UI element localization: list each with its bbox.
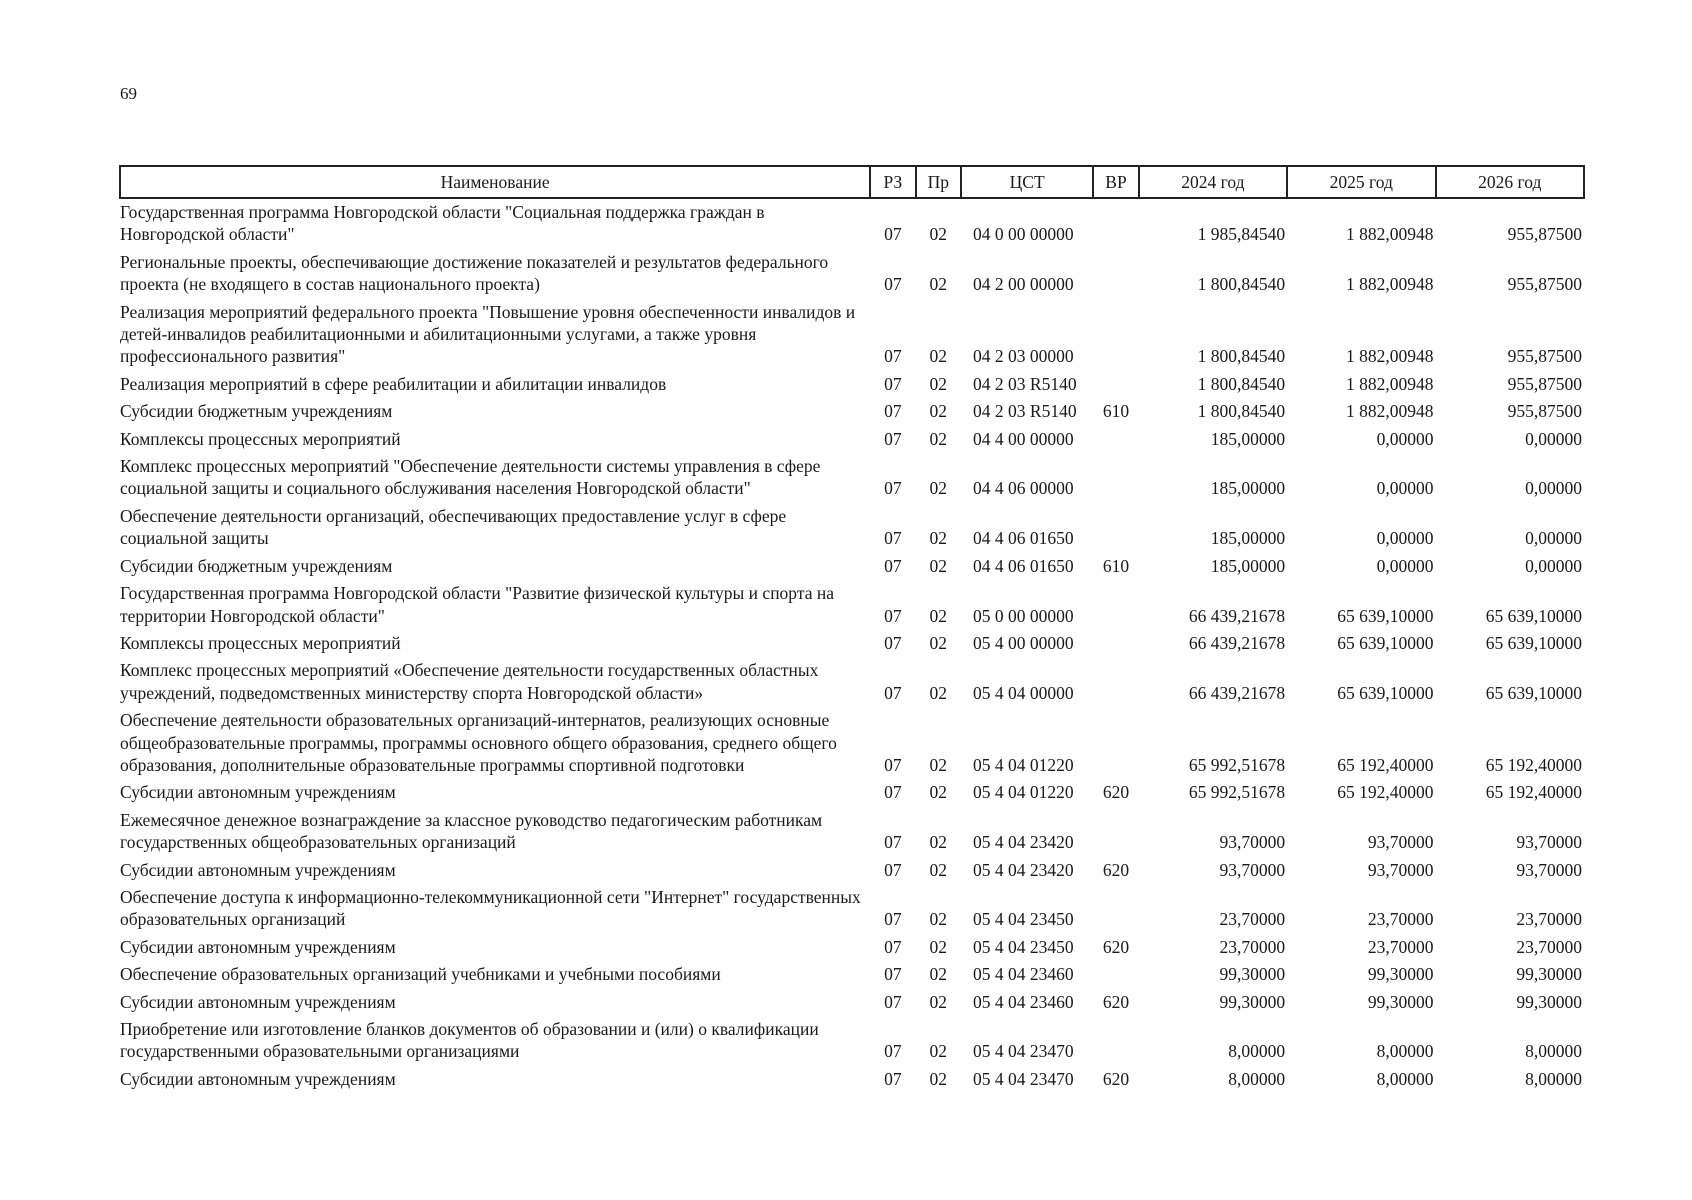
cell-name: Субсидии автономным учреждениям xyxy=(120,1068,396,1089)
cell-vr xyxy=(1093,886,1138,936)
cell-name: Реализация мероприятий федерального проекта "Повышение уровня обеспеченности инвалидов и детей-инвалидов реабилитационными и абилитационными услугами, а также уровня профессионального развития" xyxy=(120,301,856,367)
cell-cst: 04 4 06 01650 xyxy=(973,528,1074,549)
cell-2024: 66 439,21678 xyxy=(1188,682,1286,703)
table-row xyxy=(120,400,1584,427)
cell-2025: 99,30000 xyxy=(1367,964,1434,985)
cell-rz: 07 xyxy=(884,1041,902,1062)
cell-2025: 65 192,40000 xyxy=(1337,754,1434,775)
cell-2024: 8,00000 xyxy=(1228,1041,1286,1062)
table-header xyxy=(120,166,1584,198)
table-row xyxy=(120,1068,1584,1095)
cell-2025: 1 882,00948 xyxy=(1346,346,1434,367)
cell-cst: 04 2 00 00000 xyxy=(973,274,1074,295)
cell-2026: 955,87500 xyxy=(1507,401,1582,422)
cell-2025: 65 192,40000 xyxy=(1337,782,1434,803)
header-vr: ВР xyxy=(1093,166,1138,198)
cell-vr xyxy=(1093,455,1138,505)
cell-pr: 02 xyxy=(929,605,948,626)
cell-name: Региональные проекты, обеспечивающие достижение показателей и результатов федерального проекта (не входящего в состав национального проекта) xyxy=(120,251,829,295)
cell-pr: 02 xyxy=(929,909,948,930)
table-row xyxy=(120,991,1584,1018)
cell-2026: 65 192,40000 xyxy=(1485,782,1582,803)
cell-pr: 02 xyxy=(929,1041,948,1062)
cell-pr: 02 xyxy=(929,274,948,295)
table-row xyxy=(120,251,1584,301)
cell-pr: 02 xyxy=(929,782,948,803)
cell-rz: 07 xyxy=(884,991,902,1012)
cell-pr: 02 xyxy=(929,936,948,957)
cell-name: Комплекс процессных мероприятий «Обеспечение деятельности государственных областных учреждений, подведомственных министерству спорта Новгородской области» xyxy=(120,660,819,703)
cell-2024: 93,70000 xyxy=(1219,832,1286,853)
cell-2026: 0,00000 xyxy=(1525,478,1582,499)
cell-2025: 0,00000 xyxy=(1376,428,1434,449)
cell-cst: 05 4 04 00000 xyxy=(973,682,1074,703)
cell-vr xyxy=(1093,373,1138,400)
cell-2024: 23,70000 xyxy=(1219,936,1286,957)
table-row xyxy=(120,301,1584,373)
cell-2025: 93,70000 xyxy=(1367,832,1434,853)
cell-rz: 07 xyxy=(884,428,902,449)
cell-vr xyxy=(1093,582,1138,632)
table-row xyxy=(120,428,1584,455)
cell-pr: 02 xyxy=(929,964,948,985)
cell-rz: 07 xyxy=(884,936,902,957)
cell-name: Комплексы процессных мероприятий xyxy=(120,632,401,653)
cell-name: Субсидии автономным учреждениям xyxy=(120,991,396,1012)
cell-2024: 185,00000 xyxy=(1210,555,1286,576)
cell-vr xyxy=(1093,1018,1138,1068)
cell-2024: 8,00000 xyxy=(1228,1068,1286,1089)
cell-2025: 0,00000 xyxy=(1376,555,1434,576)
cell-2025: 0,00000 xyxy=(1376,478,1434,499)
cell-pr: 02 xyxy=(929,832,948,853)
cell-2025: 1 882,00948 xyxy=(1346,224,1434,245)
cell-2025: 1 882,00948 xyxy=(1346,373,1434,394)
cell-vr xyxy=(1093,251,1138,301)
cell-vr xyxy=(1093,632,1138,659)
cell-pr: 02 xyxy=(929,555,948,576)
cell-2025: 99,30000 xyxy=(1367,991,1434,1012)
cell-rz: 07 xyxy=(884,478,902,499)
cell-rz: 07 xyxy=(884,832,902,853)
cell-pr: 02 xyxy=(929,346,948,367)
cell-vr: 620 xyxy=(1102,1068,1130,1089)
table-row xyxy=(120,555,1584,582)
cell-pr: 02 xyxy=(929,991,948,1012)
cell-pr: 02 xyxy=(929,428,948,449)
cell-pr: 02 xyxy=(929,1068,948,1089)
cell-rz: 07 xyxy=(884,632,902,653)
cell-2025: 65 639,10000 xyxy=(1337,682,1434,703)
cell-cst: 04 4 06 01650 xyxy=(973,555,1074,576)
cell-rz: 07 xyxy=(884,401,902,422)
header-name: Наименование xyxy=(120,166,870,198)
cell-2026: 93,70000 xyxy=(1516,859,1582,880)
cell-pr: 02 xyxy=(929,859,948,880)
cell-cst: 05 4 00 00000 xyxy=(973,632,1074,653)
cell-2025: 65 639,10000 xyxy=(1337,605,1434,626)
table-row xyxy=(120,505,1584,555)
cell-cst: 05 4 04 01220 xyxy=(973,782,1074,803)
page-number: 69 xyxy=(120,84,137,103)
cell-pr: 02 xyxy=(929,682,948,703)
cell-2026: 23,70000 xyxy=(1516,909,1582,930)
table-row xyxy=(120,1018,1584,1068)
cell-rz: 07 xyxy=(884,909,902,930)
cell-vr xyxy=(1093,809,1138,859)
cell-rz: 07 xyxy=(884,964,902,985)
cell-pr: 02 xyxy=(929,401,948,422)
cell-2024: 99,30000 xyxy=(1219,991,1286,1012)
table-row xyxy=(120,963,1584,990)
cell-rz: 07 xyxy=(884,782,902,803)
cell-2025: 23,70000 xyxy=(1367,909,1434,930)
budget-table xyxy=(119,165,1585,1095)
cell-cst: 05 4 04 23460 xyxy=(973,991,1074,1012)
cell-2026: 8,00000 xyxy=(1525,1041,1582,1062)
cell-2025: 1 882,00948 xyxy=(1346,274,1434,295)
cell-cst: 04 4 06 00000 xyxy=(973,478,1074,499)
cell-vr: 620 xyxy=(1102,991,1130,1012)
table-body xyxy=(120,198,1584,1095)
cell-cst: 05 4 04 23470 xyxy=(973,1068,1074,1089)
cell-2024: 65 992,51678 xyxy=(1188,754,1286,775)
cell-2024: 66 439,21678 xyxy=(1188,605,1286,626)
cell-name: Приобретение или изготовление бланков документов об образовании и (или) о квалификации государственными образовательными организациями xyxy=(120,1019,819,1062)
cell-2024: 65 992,51678 xyxy=(1188,782,1286,803)
cell-cst: 05 4 04 23450 xyxy=(973,936,1074,957)
cell-name: Комплекс процессных мероприятий "Обеспечение деятельности системы управления в сфере социальной защиты и социального обслуживания населения Новгородской области" xyxy=(120,456,821,499)
cell-name: Субсидии автономным учреждениям xyxy=(120,859,396,880)
cell-cst: 05 4 04 23470 xyxy=(973,1041,1074,1062)
table-row xyxy=(120,886,1584,936)
cell-pr: 02 xyxy=(929,754,948,775)
cell-vr: 620 xyxy=(1102,782,1130,803)
header-cst: ЦСТ xyxy=(961,166,1093,198)
cell-2024: 23,70000 xyxy=(1219,909,1286,930)
cell-name: Субсидии бюджетным учреждениям xyxy=(120,555,393,576)
cell-rz: 07 xyxy=(884,1068,902,1089)
cell-cst: 05 4 04 23460 xyxy=(973,964,1074,985)
table-row xyxy=(120,198,1584,251)
cell-pr: 02 xyxy=(929,478,948,499)
cell-vr: 610 xyxy=(1102,401,1130,422)
cell-2024: 93,70000 xyxy=(1219,859,1286,880)
table-row xyxy=(120,582,1584,632)
cell-2026: 0,00000 xyxy=(1525,428,1582,449)
cell-vr: 620 xyxy=(1102,936,1130,957)
cell-rz: 07 xyxy=(884,754,902,775)
cell-rz: 07 xyxy=(884,346,902,367)
cell-2024: 1 800,84540 xyxy=(1197,401,1286,422)
cell-name: Реализация мероприятий в сфере реабилитации и абилитации инвалидов xyxy=(120,373,667,394)
cell-cst: 04 4 00 00000 xyxy=(973,428,1074,449)
cell-name: Обеспечение образовательных организаций учебниками и учебными пособиями xyxy=(120,964,721,985)
cell-rz: 07 xyxy=(884,528,902,549)
cell-cst: 05 0 00 00000 xyxy=(973,605,1074,626)
table-row xyxy=(120,809,1584,859)
cell-2026: 955,87500 xyxy=(1507,274,1582,295)
cell-2026: 0,00000 xyxy=(1525,555,1582,576)
table-row xyxy=(120,936,1584,963)
cell-2026: 99,30000 xyxy=(1516,991,1582,1012)
cell-name: Обеспечение деятельности организаций, обеспечивающих предоставление услуг в сфере социальной защиты xyxy=(120,505,787,549)
cell-2025: 1 882,00948 xyxy=(1346,401,1434,422)
cell-2024: 1 800,84540 xyxy=(1197,274,1286,295)
cell-name: Государственная программа Новгородской области "Развитие физической культуры и спорта на территории Новгородской области" xyxy=(120,583,834,626)
table-row xyxy=(120,632,1584,659)
table-row xyxy=(120,859,1584,886)
cell-name: Субсидии автономным учреждениям xyxy=(120,936,396,957)
header-2026: 2026 год xyxy=(1436,166,1585,198)
cell-name: Обеспечение доступа к информационно-телекоммуникационной сети "Интернет" государственных образовательных организаций xyxy=(120,886,861,930)
cell-2026: 23,70000 xyxy=(1516,936,1582,957)
cell-rz: 07 xyxy=(884,605,902,626)
cell-2025: 65 639,10000 xyxy=(1337,632,1434,653)
cell-cst: 04 0 00 00000 xyxy=(973,224,1074,245)
cell-2024: 185,00000 xyxy=(1210,478,1286,499)
cell-2024: 99,30000 xyxy=(1219,964,1286,985)
cell-2026: 99,30000 xyxy=(1516,964,1582,985)
cell-2024: 1 985,84540 xyxy=(1197,224,1286,245)
header-2024: 2024 год xyxy=(1139,166,1287,198)
cell-2025: 23,70000 xyxy=(1367,936,1434,957)
cell-rz: 07 xyxy=(884,555,902,576)
cell-cst: 05 4 04 23420 xyxy=(973,832,1074,853)
table-row xyxy=(120,659,1584,709)
table-row xyxy=(120,455,1584,505)
header-pr: Пр xyxy=(916,166,961,198)
cell-vr xyxy=(1093,505,1138,555)
cell-name: Субсидии автономным учреждениям xyxy=(120,782,396,803)
table-row xyxy=(120,373,1584,400)
cell-vr: 610 xyxy=(1102,555,1130,576)
cell-2024: 185,00000 xyxy=(1210,528,1286,549)
cell-cst: 04 2 03 R5140 xyxy=(973,401,1077,422)
cell-2026: 0,00000 xyxy=(1525,528,1582,549)
cell-pr: 02 xyxy=(929,224,948,245)
cell-name: Субсидии бюджетным учреждениям xyxy=(120,401,393,422)
cell-2026: 65 639,10000 xyxy=(1485,682,1582,703)
cell-2025: 8,00000 xyxy=(1376,1041,1434,1062)
cell-cst: 05 4 04 23450 xyxy=(973,909,1074,930)
header-rz: РЗ xyxy=(870,166,915,198)
cell-vr: 620 xyxy=(1102,859,1130,880)
cell-2026: 65 639,10000 xyxy=(1485,632,1582,653)
cell-2024: 185,00000 xyxy=(1210,428,1286,449)
cell-2026: 65 192,40000 xyxy=(1485,754,1582,775)
table-row xyxy=(120,709,1584,781)
cell-rz: 07 xyxy=(884,224,902,245)
header-2025: 2025 год xyxy=(1287,166,1435,198)
cell-name: Обеспечение деятельности образовательных организаций-интернатов, реализующих основные общеобразовательные программы, программы основного общего образования, среднего общего образования, дополнительные образовательные программы спортивной подготовки xyxy=(120,710,837,775)
cell-vr xyxy=(1093,198,1138,251)
cell-cst: 04 2 03 00000 xyxy=(973,346,1074,367)
cell-2025: 93,70000 xyxy=(1367,859,1434,880)
cell-pr: 02 xyxy=(929,632,948,653)
cell-rz: 07 xyxy=(884,373,902,394)
table-row xyxy=(120,781,1584,808)
cell-2024: 1 800,84540 xyxy=(1197,373,1286,394)
cell-2026: 955,87500 xyxy=(1507,373,1582,394)
cell-name: Государственная программа Новгородской области "Социальная поддержка граждан в Новгородской области" xyxy=(120,202,765,245)
cell-2025: 8,00000 xyxy=(1376,1068,1434,1089)
cell-name: Комплексы процессных мероприятий xyxy=(120,428,401,449)
cell-2026: 955,87500 xyxy=(1507,346,1582,367)
cell-pr: 02 xyxy=(929,373,948,394)
cell-2026: 955,87500 xyxy=(1507,224,1582,245)
cell-vr xyxy=(1093,659,1138,709)
cell-vr xyxy=(1093,963,1138,990)
cell-2024: 66 439,21678 xyxy=(1188,632,1286,653)
header-row xyxy=(120,166,1584,198)
cell-2024: 1 800,84540 xyxy=(1197,346,1286,367)
cell-rz: 07 xyxy=(884,859,902,880)
cell-rz: 07 xyxy=(884,682,902,703)
cell-cst: 05 4 04 01220 xyxy=(973,754,1074,775)
cell-cst: 04 2 03 R5140 xyxy=(973,373,1077,394)
cell-vr xyxy=(1093,709,1138,781)
cell-vr xyxy=(1093,428,1138,455)
cell-name: Ежемесячное денежное вознаграждение за классное руководство педагогическим работникам государственных общеобразовательных организаций xyxy=(120,809,823,853)
cell-cst: 05 4 04 23420 xyxy=(973,859,1074,880)
cell-2026: 8,00000 xyxy=(1525,1068,1582,1089)
cell-vr xyxy=(1093,301,1138,373)
cell-2025: 0,00000 xyxy=(1376,528,1434,549)
cell-2026: 93,70000 xyxy=(1516,832,1582,853)
cell-pr: 02 xyxy=(929,528,948,549)
cell-2026: 65 639,10000 xyxy=(1485,605,1582,626)
cell-rz: 07 xyxy=(884,274,902,295)
